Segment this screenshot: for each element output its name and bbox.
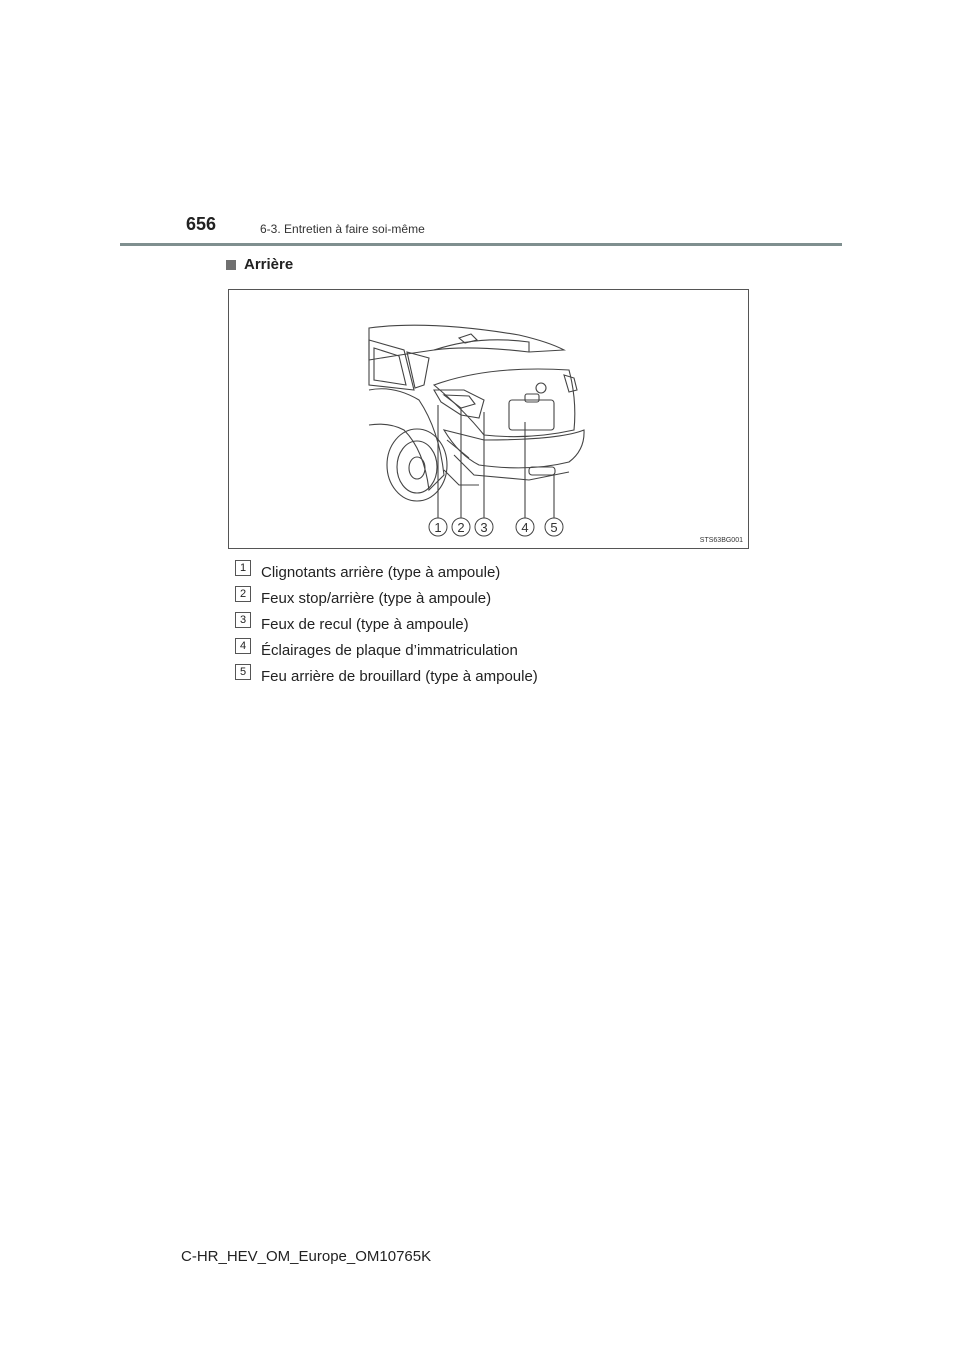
- legend-text: Clignotants arrière (type à ampoule): [261, 564, 501, 581]
- figure-code: STS63BG001: [699, 537, 743, 544]
- subheading: [226, 256, 293, 273]
- legend-number: 5: [235, 664, 251, 680]
- subheading-text: Arrière: [244, 256, 294, 273]
- header-rule: [120, 243, 842, 246]
- callout-4: 4: [521, 520, 529, 535]
- legend-text: Éclairages de plaque d’immatriculation: [261, 642, 518, 659]
- callout-5: 5: [550, 520, 558, 535]
- car-rear-illustration: [229, 290, 750, 550]
- list-item: [235, 638, 538, 664]
- legend-number: 4: [235, 638, 251, 654]
- section-title: 6-3. Entretien à faire soi-même: [260, 222, 425, 236]
- legend-number: 3: [235, 612, 251, 628]
- legend-text: Feux stop/arrière (type à ampoule): [261, 590, 492, 607]
- legend-number: 1: [235, 560, 251, 576]
- legend-number: 2: [235, 586, 251, 602]
- car-rear-lights-figure: [228, 289, 749, 549]
- list-item: [235, 560, 538, 586]
- callout-1: 1: [434, 520, 442, 535]
- page-number: 656: [186, 214, 217, 234]
- footer-doc-id: C-HR_HEV_OM_Europe_OM10765K: [181, 1248, 432, 1265]
- list-item: [235, 586, 538, 612]
- legend-text: Feux de recul (type à ampoule): [261, 616, 469, 633]
- legend-text: Feu arrière de brouillard (type à ampoule): [261, 668, 538, 685]
- legend-list: [235, 560, 538, 690]
- list-item: [235, 664, 538, 690]
- callout-2: 2: [457, 520, 465, 535]
- square-bullet-icon: [226, 260, 236, 270]
- callout-3: 3: [480, 520, 488, 535]
- list-item: [235, 612, 538, 638]
